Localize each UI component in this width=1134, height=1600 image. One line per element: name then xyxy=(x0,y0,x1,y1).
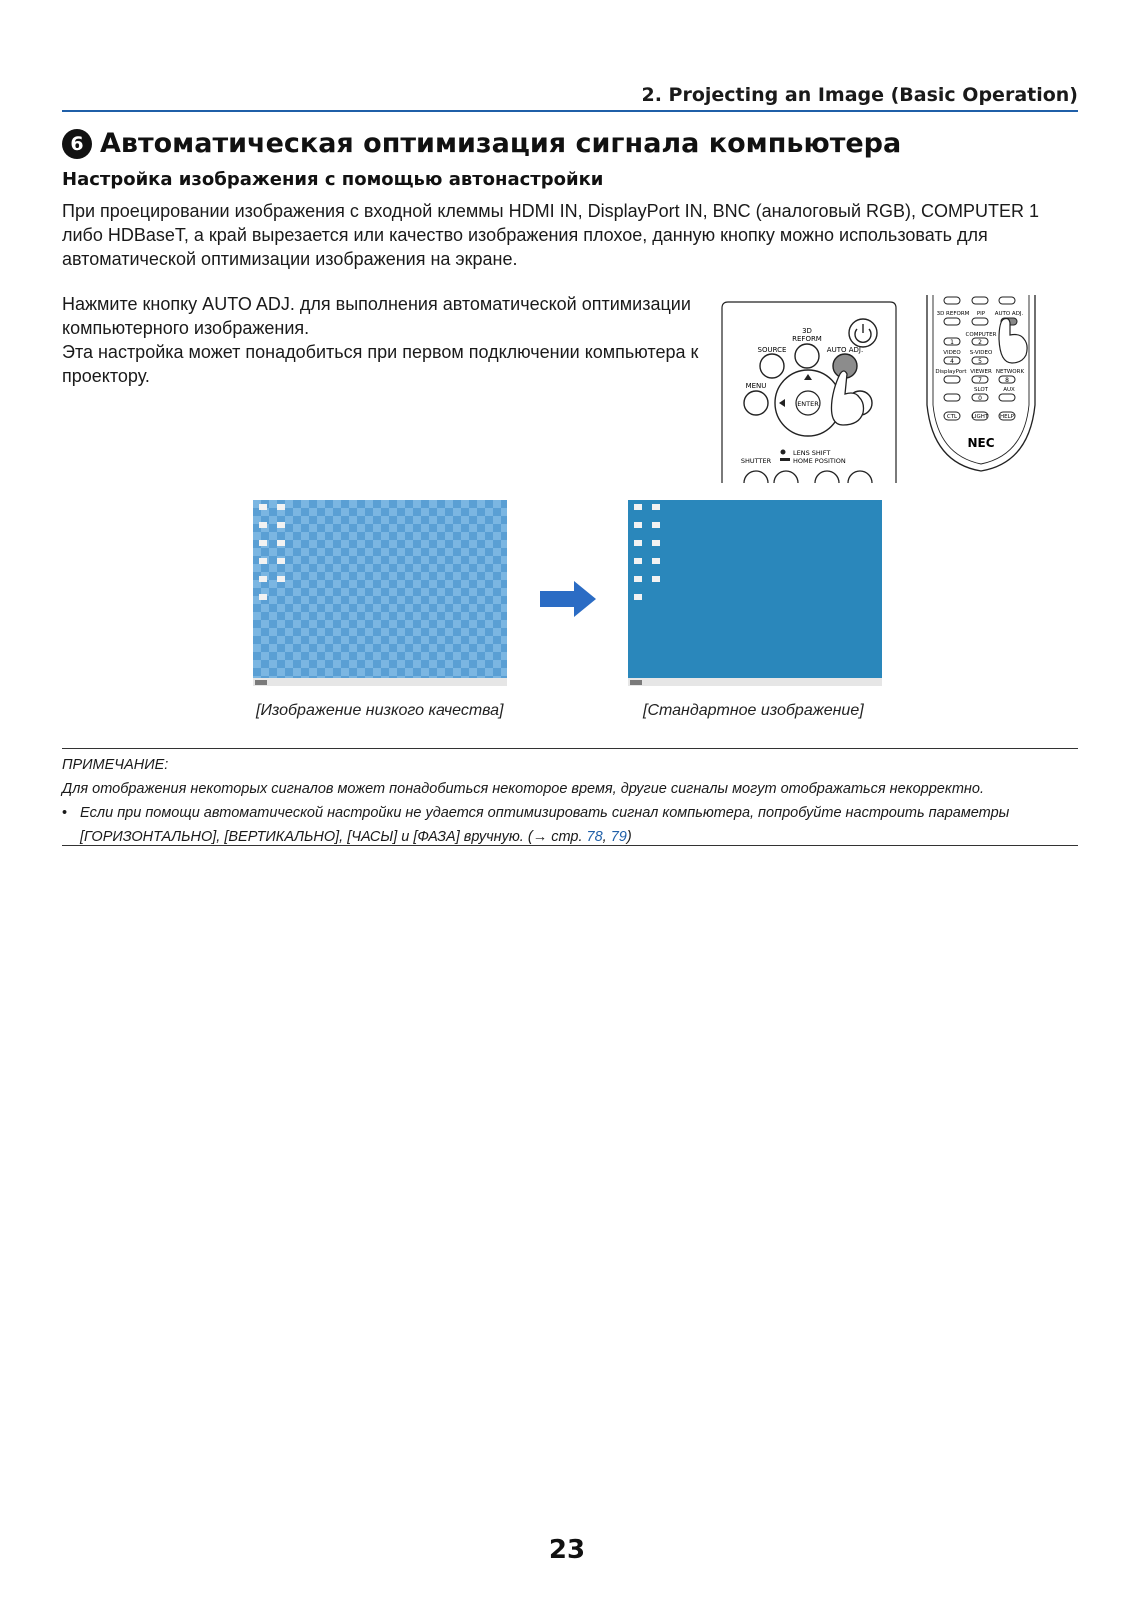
remote-light-label: LIGHT xyxy=(971,414,989,420)
panel-enter-label: ENTER xyxy=(797,400,819,408)
bullet-icon: • xyxy=(62,805,68,821)
remote-key-0: 0 xyxy=(978,395,982,402)
remote-key-9: 8 xyxy=(1005,377,1009,384)
remote-auto-adj-label: AUTO ADJ. xyxy=(994,311,1024,317)
note-top-rule xyxy=(62,748,1078,749)
right-arrow-icon xyxy=(540,581,596,617)
low-quality-caption: [Изображение низкого качества] xyxy=(256,702,504,719)
panel-3d-label: 3D xyxy=(802,327,812,335)
panel-shutter-button xyxy=(744,471,768,483)
subtitle: Настройка изображения с помощью автонастройки xyxy=(62,169,604,190)
remote-slot-label: SLOT xyxy=(973,387,989,393)
page-number: 23 xyxy=(548,1535,586,1565)
standard-caption: [Стандартное изображение] xyxy=(643,702,864,719)
note-bullet-text xyxy=(80,801,1078,849)
remote-computer-label: COMPUTER xyxy=(965,332,997,338)
title-number-badge: 6 xyxy=(62,129,92,159)
remote-3d-reform-label: 3D REFORM xyxy=(936,311,970,317)
remote-video-label: VIDEO xyxy=(943,350,961,356)
page-title xyxy=(62,128,901,159)
panel-source-label: SOURCE xyxy=(757,346,787,354)
panel-3d-reform-button xyxy=(795,344,819,368)
intro-paragraph: При проецировании изображения с входной клеммы HDMI IN, DisplayPort IN, BNC (аналоговый RGB), COMPUTER 1 либо HDBaseT, а край вырезается или качество изображения плохое, данную кнопку можно использовать для автоматической оптимизации изображения на экране. xyxy=(62,201,1040,269)
panel-home-position-label: HOME POSITION xyxy=(793,457,846,465)
projector-panel-illustration xyxy=(720,300,900,485)
remote-key-5: 5 xyxy=(978,358,982,365)
instruction-line-2: Эта настройка может понадобиться при первом подключении компьютера к проектору. xyxy=(62,342,699,386)
page-ref-prefix: → стр. xyxy=(532,829,587,845)
lens-shift-dot-icon xyxy=(781,450,786,455)
remote-key-4: 4 xyxy=(950,358,954,365)
panel-lens-shift-label: LENS SHIFT xyxy=(793,449,831,457)
note-bullet-body: Если при помощи автоматической настройки не удается оптимизировать сигнал компьютера, попробуйте настроить параметры [ГОРИЗОНТАЛЬНО], [ВЕРТИКАЛЬНО], [ЧАСЫ] и [ФАЗА] вручную. ( xyxy=(80,805,1010,845)
remote-help-label: HELP xyxy=(1000,414,1014,420)
remote-network-label: NETWORK xyxy=(995,369,1025,375)
panel-auto-adj-label: AUTO ADJ. xyxy=(826,346,864,354)
remote-svideo-label: S-VIDEO xyxy=(969,350,993,356)
standard-desktop-image xyxy=(628,500,882,686)
page-link-78[interactable]: 78 xyxy=(586,829,603,845)
note-text: Для отображения некоторых сигналов может понадобиться некоторое время, другие сигналы могут отображаться некорректно. xyxy=(62,781,984,797)
page-ref-close: ) xyxy=(626,829,632,845)
note-block xyxy=(62,753,1078,849)
note-bottom-rule xyxy=(62,845,1078,846)
remote-ctl-label: CTL xyxy=(946,414,958,420)
remote-viewer-label: VIEWER xyxy=(970,369,992,375)
remote-pip-label: PIP xyxy=(976,311,986,317)
title-text: Автоматическая оптимизация сигнала компьютера xyxy=(100,128,902,159)
section-header: 2. Projecting an Image (Basic Operation) xyxy=(641,84,1078,106)
panel-source-button xyxy=(760,354,784,378)
panel-menu-label: MENU xyxy=(745,382,767,390)
low-quality-desktop-image xyxy=(253,500,507,686)
pointing-hand-icon xyxy=(831,371,863,425)
home-position-bar-icon xyxy=(780,458,790,461)
note-heading: ПРИМЕЧАНИЕ: xyxy=(62,757,169,773)
header-rule xyxy=(62,110,1078,112)
instruction-block xyxy=(62,292,702,388)
instruction-line-1: Нажмите кнопку AUTO ADJ. для выполнения автоматической оптимизации компьютерного изображения. xyxy=(62,294,691,338)
remote-aux-label: AUX xyxy=(1003,387,1015,393)
nec-logo: NEC xyxy=(967,436,995,450)
page-ref-separator: , xyxy=(602,829,611,845)
remote-control-illustration xyxy=(925,295,1040,477)
page-link-79[interactable]: 79 xyxy=(610,829,627,845)
remote-key-2: 2 xyxy=(978,339,982,346)
panel-menu-button xyxy=(744,391,768,415)
panel-shutter-label: SHUTTER xyxy=(740,457,772,465)
remote-displayport-label: DisplayPort xyxy=(935,369,967,375)
remote-key-1: 1 xyxy=(950,339,954,346)
panel-reform-label: REFORM xyxy=(792,335,822,343)
note-bullet xyxy=(62,801,1078,849)
remote-key-8: 7 xyxy=(978,377,982,384)
